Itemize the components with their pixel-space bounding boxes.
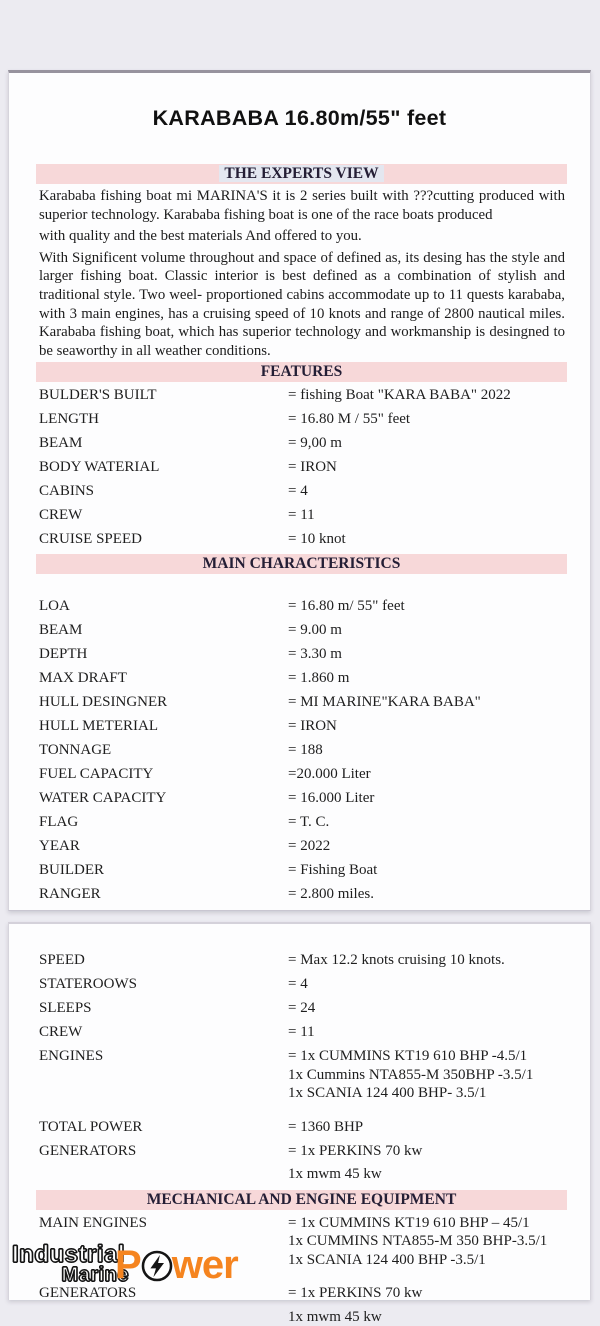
spec-value-line: 1x SCANIA 124 400 BHP -3.5/1 [288, 1251, 567, 1270]
table-row [39, 669, 567, 688]
spec-label: BODY WATERIAL [39, 458, 288, 477]
spec-label: LOA [39, 597, 288, 616]
table-row [39, 458, 567, 477]
spec-value: = 3.30 m [288, 645, 567, 664]
section-header-label: THE EXPERTS VIEW [219, 165, 383, 182]
main-characteristics-table [9, 597, 590, 904]
spec-value [288, 1047, 567, 1103]
spec-label: CREW [39, 506, 288, 525]
table-row [39, 999, 567, 1018]
spec-value: = IRON [288, 458, 567, 477]
logo-word-industrial: Industrial [12, 1244, 125, 1266]
table-row [39, 951, 567, 970]
section-header-main-characteristics [36, 554, 567, 574]
industrial-marine-power-logo [12, 1244, 238, 1285]
table-row [39, 386, 567, 405]
spec-label: GENERATORS [39, 1284, 288, 1303]
spec-label: BUILDER [39, 861, 288, 880]
features-table [9, 386, 590, 549]
spec-value: = 1360 BHP [288, 1118, 567, 1137]
spec-value: = 16.80 m/ 55" feet [288, 597, 567, 616]
section-header-label: MAIN CHARACTERISTICS [203, 555, 401, 572]
table-row [39, 813, 567, 832]
document-page-1 [8, 70, 591, 911]
spec-label: TOTAL POWER [39, 1118, 288, 1137]
table-row [39, 693, 567, 712]
table-row [39, 885, 567, 904]
logo-wordmark [12, 1244, 125, 1285]
table-row [39, 621, 567, 640]
experts-view-paragraph-2: with quality and the best materials And offered to you. [39, 227, 565, 246]
logo-word-power [115, 1245, 238, 1285]
logo-word-marine: Marine [62, 1266, 129, 1285]
spec-value: = 1.860 m [288, 669, 567, 688]
spec-value: = 4 [288, 975, 567, 994]
table-row [39, 482, 567, 501]
spec-value: = 11 [288, 1023, 567, 1042]
spec-label: YEAR [39, 837, 288, 856]
spec-label: CREW [39, 1023, 288, 1042]
spec-label: WATER CAPACITY [39, 789, 288, 808]
lightning-bolt-icon [140, 1249, 174, 1283]
logo-power-wer: wer [172, 1245, 238, 1285]
spec-value: = fishing Boat "KARA BABA" 2022 [288, 386, 567, 405]
table-row [39, 645, 567, 664]
spec-label: STATEROOWS [39, 975, 288, 994]
table-row [39, 717, 567, 736]
table-row [39, 1047, 567, 1103]
spec-value-line: 1x mwm 45 kw [288, 1165, 567, 1184]
table-row [39, 597, 567, 616]
spec-value: = MI MARINE"KARA BABA" [288, 693, 567, 712]
table-row [39, 741, 567, 760]
spec-value-line: = 1x PERKINS 70 kw [288, 1284, 567, 1303]
section-header-label: MECHANICAL AND ENGINE EQUIPMENT [147, 1191, 457, 1208]
table-row [39, 434, 567, 453]
performance-table [9, 924, 590, 1184]
spec-value [288, 1284, 567, 1326]
table-row [39, 861, 567, 880]
spec-value: = Fishing Boat [288, 861, 567, 880]
spec-label: SLEEPS [39, 999, 288, 1018]
section-header-experts-view [36, 164, 567, 184]
spec-value-line: = 1x PERKINS 70 kw [288, 1142, 567, 1161]
table-row [39, 1142, 567, 1184]
spec-value-line: = 1x CUMMINS KT19 610 BHP – 45/1 [288, 1214, 567, 1233]
table-row [39, 410, 567, 429]
spec-value: = 16.80 M / 55" feet [288, 410, 567, 429]
spec-label: MAIN ENGINES [39, 1214, 288, 1233]
spec-label: FLAG [39, 813, 288, 832]
spec-value: = 11 [288, 506, 567, 525]
spec-value: = Max 12.2 knots cruising 10 knots. [288, 951, 567, 970]
spec-label: CABINS [39, 482, 288, 501]
spec-label: CRUISE SPEED [39, 530, 288, 549]
table-row [39, 1284, 567, 1326]
spec-value: = 4 [288, 482, 567, 501]
spec-value: = 9.00 m [288, 621, 567, 640]
spec-label: LENGTH [39, 410, 288, 429]
table-row [39, 789, 567, 808]
spec-label: HULL METERIAL [39, 717, 288, 736]
spec-value [288, 1142, 567, 1184]
spec-value: =20.000 Liter [288, 765, 567, 784]
spec-value [288, 1214, 567, 1270]
spec-value: = 188 [288, 741, 567, 760]
spec-label: GENERATORS [39, 1142, 288, 1161]
section-header-label: FEATURES [261, 363, 343, 380]
spec-label: BEAM [39, 434, 288, 453]
spec-value: = IRON [288, 717, 567, 736]
section-header-mechanical [36, 1190, 567, 1210]
spec-value: = 2022 [288, 837, 567, 856]
spec-value: = 10 knot [288, 530, 567, 549]
spec-label: DEPTH [39, 645, 288, 664]
spec-value-line: 1x mwm 45 kw [288, 1308, 567, 1326]
table-row [39, 975, 567, 994]
table-row [39, 765, 567, 784]
spec-value: = 16.000 Liter [288, 789, 567, 808]
section-header-features [36, 362, 567, 382]
spec-value: = 24 [288, 999, 567, 1018]
spec-label: RANGER [39, 885, 288, 904]
logo-power-p: P [115, 1245, 141, 1285]
spec-value-line: = 1x CUMMINS KT19 610 BHP -4.5/1 [288, 1047, 567, 1066]
spec-label: BULDER'S BUILT [39, 386, 288, 405]
spec-value: = 2.800 miles. [288, 885, 567, 904]
spec-label: BEAM [39, 621, 288, 640]
table-row [39, 506, 567, 525]
spec-label: ENGINES [39, 1047, 288, 1066]
spec-value: = 9,00 m [288, 434, 567, 453]
table-row [39, 530, 567, 549]
spec-label: SPEED [39, 951, 288, 970]
spec-value-line: 1x SCANIA 124 400 BHP- 3.5/1 [288, 1084, 567, 1103]
spec-label: MAX DRAFT [39, 669, 288, 688]
spec-value-line: 1x Cummins NTA855-M 350BHP -3.5/1 [288, 1066, 567, 1085]
experts-view-paragraph-3: With Significent volume throughout and space of defined as, its desing has the style and larger fishing boat. Classic interior is best defined as a combination of stylish and traditional style. Two weel- proportioned cabins accommodate up to 11 quests karababa, with 3 main engines, has a cruising speed of 10 knots and range of 2800 nautical miles. Karababa fishing boat, which has superior technology and workmanship is desingned to be seaworthy in all weather conditions. [39, 249, 565, 361]
table-row [39, 1023, 567, 1042]
spec-label: FUEL CAPACITY [39, 765, 288, 784]
experts-view-paragraph-1: Karababa fishing boat mi MARINA'S it is 2 series built with ???cutting produced with superior technology. Karababa fishing boat is one of the race boats produced [39, 187, 565, 224]
spec-label: HULL DESINGNER [39, 693, 288, 712]
table-row [39, 837, 567, 856]
spec-value: = T. C. [288, 813, 567, 832]
table-row [39, 1118, 567, 1137]
page-title: KARABABA 16.80m/55" feet [9, 106, 590, 131]
spec-value-line: 1x CUMMINS NTA855-M 350 BHP-3.5/1 [288, 1232, 567, 1251]
spec-label: TONNAGE [39, 741, 288, 760]
